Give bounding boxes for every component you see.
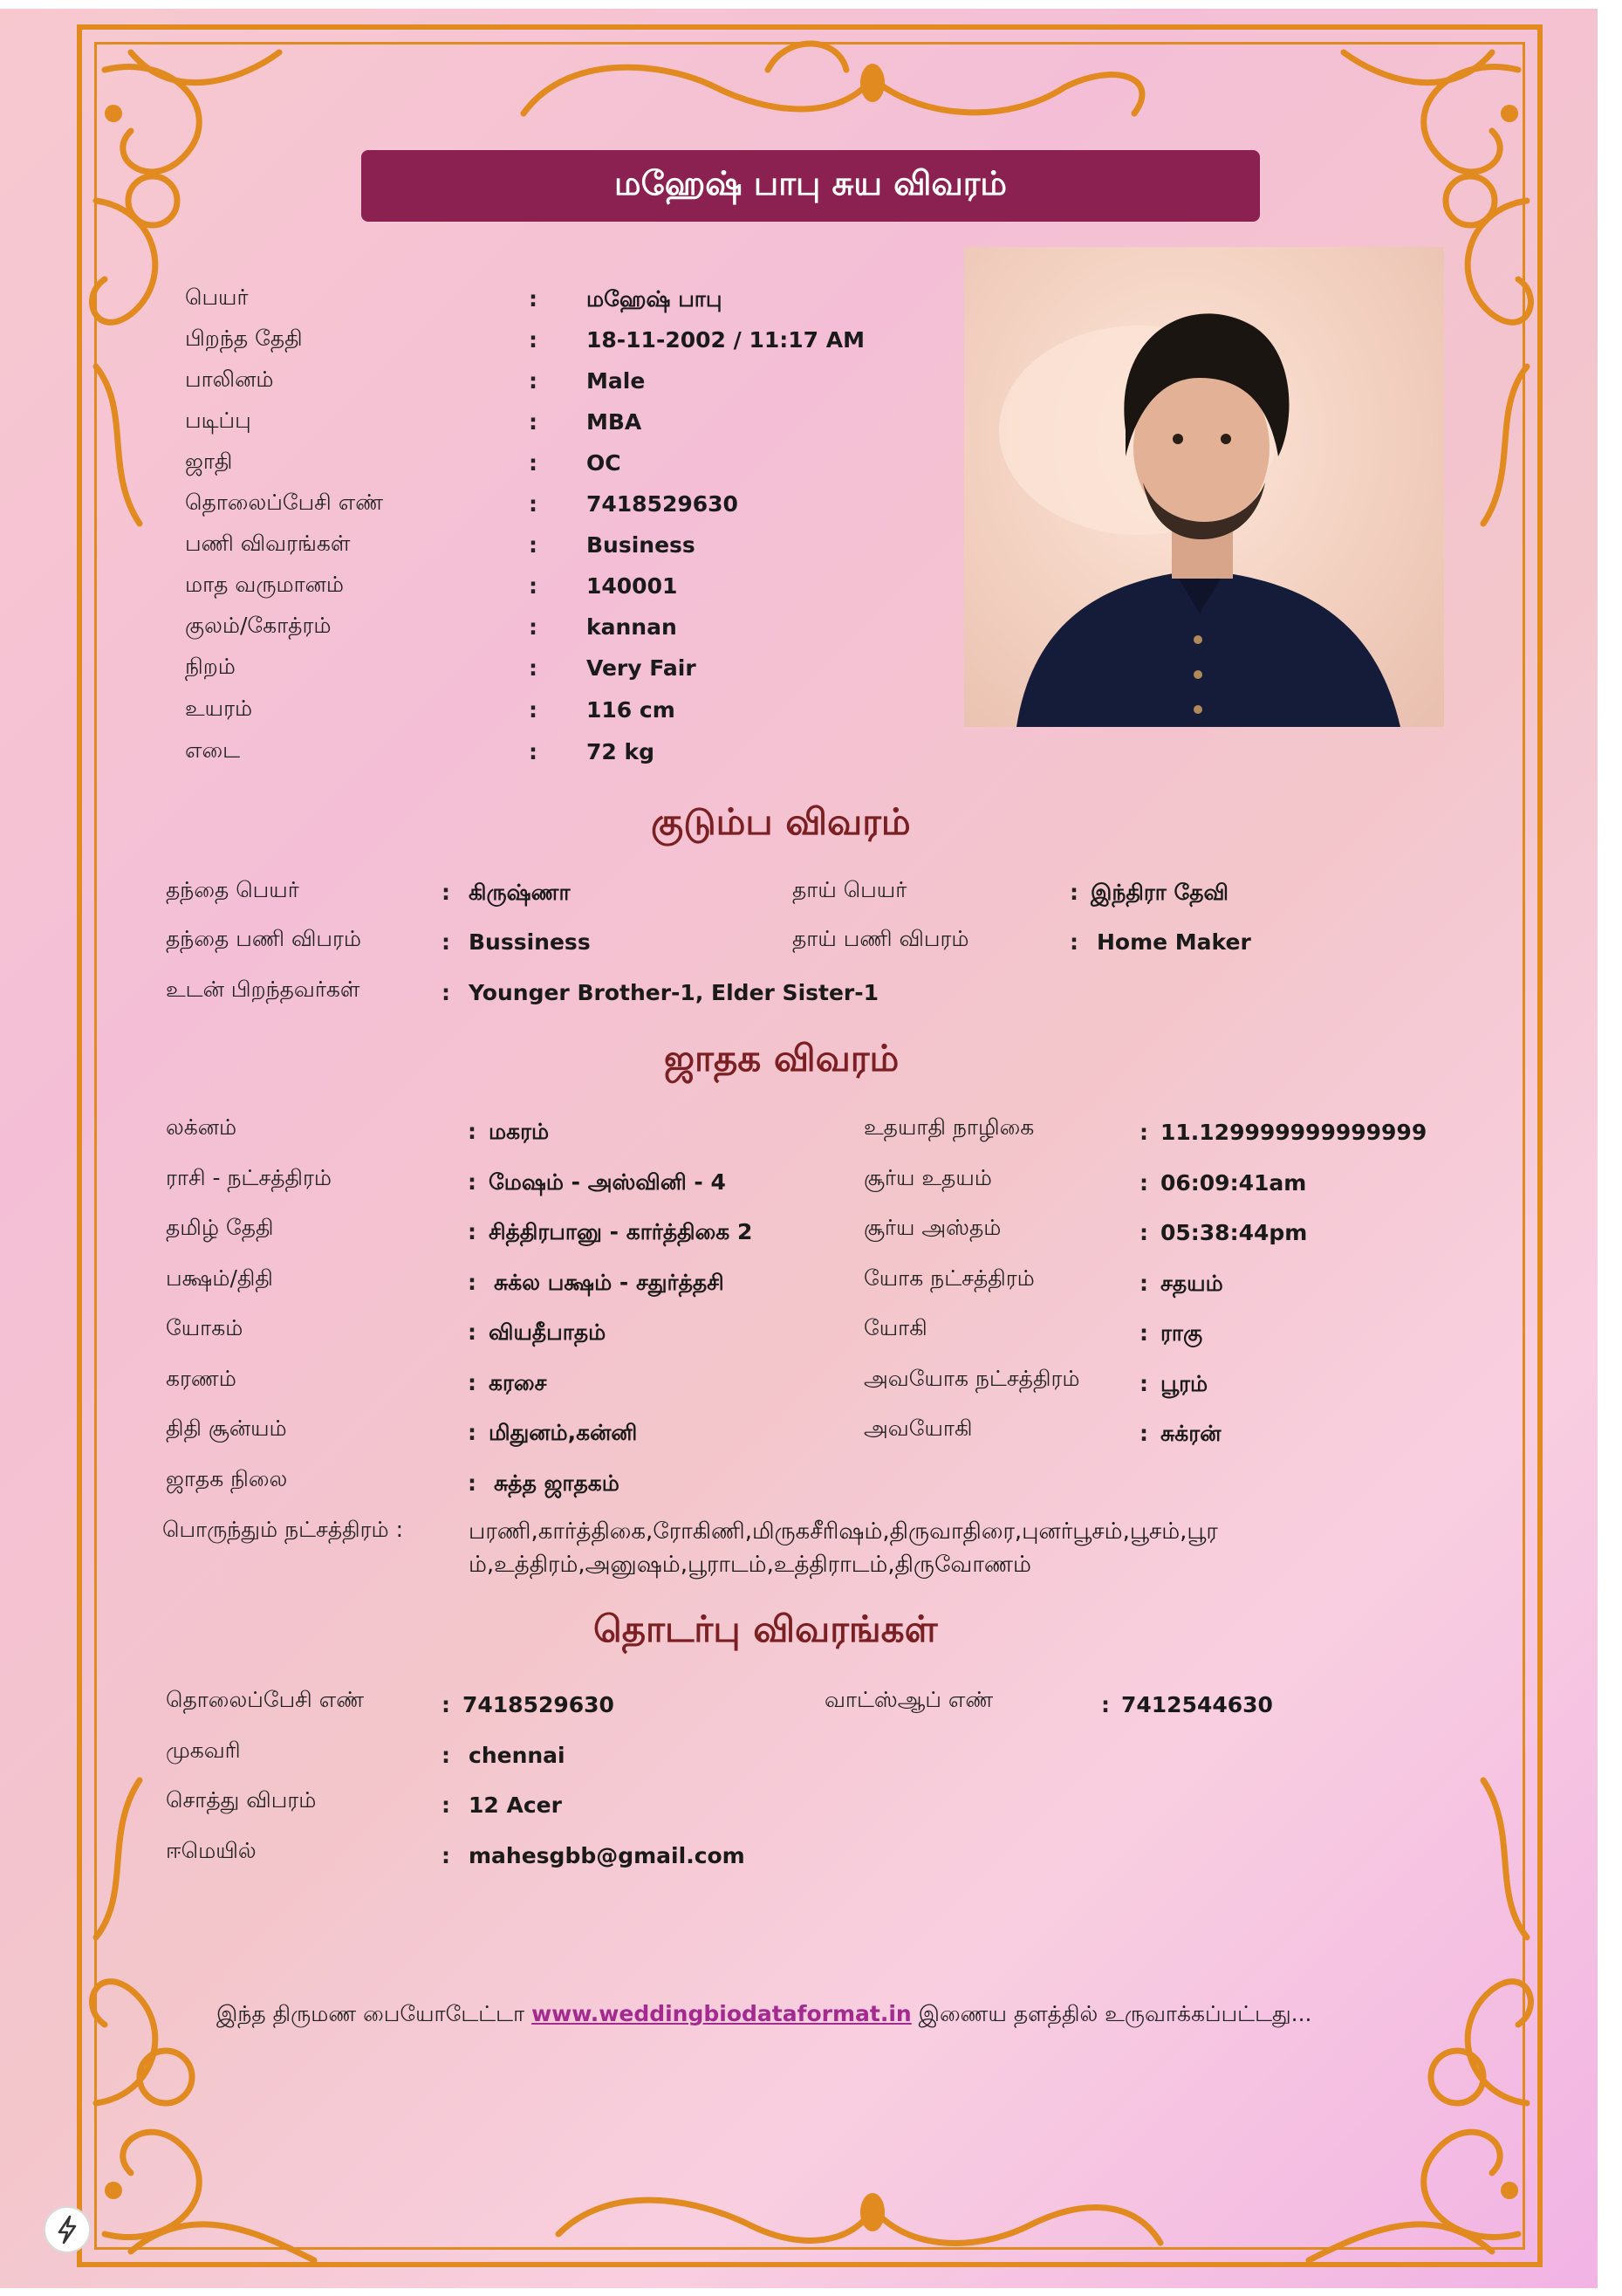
personal-value-education: MBA	[586, 409, 642, 435]
personal-value-height: 116 cm	[586, 697, 675, 723]
footer-credit	[216, 2001, 1312, 2030]
horoscope-colon: :	[468, 1370, 476, 1395]
family-heading: குடும்ப விவரம்	[651, 800, 911, 843]
siblings-label: உடன் பிறந்தவர்கள்	[166, 977, 360, 1002]
horoscope-label-rasi: ராசி - நட்சத்திரம்	[166, 1165, 332, 1190]
personal-label-income: மாத வருமானம்	[185, 572, 345, 597]
horoscope-value-yoga-star: சதயம்	[1160, 1271, 1223, 1296]
horoscope-label-yogam: யோகம்	[166, 1315, 243, 1340]
personal-colon: :	[529, 327, 537, 353]
personal-value-phone: 7418529630	[586, 491, 738, 517]
mother-name-value: இந்திரா தேவி	[1091, 880, 1228, 905]
contact-colon: :	[441, 1792, 450, 1818]
bolt-button[interactable]	[44, 2206, 91, 2253]
father-job-label: தந்தை பணி விபரம்	[166, 926, 362, 951]
horoscope-label-udhayadhi: உதயாதி நாழிகை	[864, 1114, 1035, 1140]
father-job-value: Bussiness	[469, 929, 591, 955]
horoscope-value-yogi: ராகு	[1160, 1320, 1203, 1346]
contact-colon: :	[441, 1692, 450, 1717]
contact-assets-value: 12 Acer	[469, 1792, 562, 1818]
personal-label-gothram: குலம்/கோத்ரம்	[185, 613, 332, 638]
personal-colon: :	[529, 286, 537, 312]
matching-stars-line-2: ம்,உத்திரம்,அனுஷம்,பூராடம்,உத்திராடம்,திருவோணம்	[469, 1552, 1031, 1578]
contact-assets-label: சொத்து விபரம்	[166, 1787, 317, 1813]
horoscope-value-jathaga-nilai: சுத்த ஜாதகம்	[494, 1470, 619, 1496]
horoscope-value-karanam: கரசை	[489, 1370, 547, 1395]
family-colon: :	[441, 980, 450, 1005]
horoscope-colon: :	[468, 1270, 476, 1295]
horoscope-colon: :	[468, 1319, 476, 1345]
personal-value-complexion: Very Fair	[586, 655, 696, 681]
mother-name-label: தாய் பெயர்	[792, 877, 907, 902]
personal-value-weight: 72 kg	[586, 739, 655, 764]
horoscope-value-udhayadhi: 11.129999999999999	[1160, 1120, 1427, 1145]
personal-label-name: பெயர்	[185, 284, 249, 310]
horoscope-label-yogi: யோகி	[864, 1315, 927, 1340]
horoscope-value-avayoga-star: பூரம்	[1160, 1371, 1208, 1396]
horoscope-colon: :	[1140, 1371, 1148, 1396]
personal-label-caste: ஜாதி	[185, 449, 233, 474]
horoscope-label-paksham: பக்ஷம்/திதி	[166, 1265, 273, 1291]
horoscope-colon: :	[468, 1470, 476, 1496]
personal-value-gender: Male	[586, 368, 646, 394]
contact-heading: தொடர்பு விவரங்கள்	[593, 1607, 938, 1650]
horoscope-value-sunset: 05:38:44pm	[1160, 1220, 1308, 1245]
horoscope-label-avayogi: அவயோகி	[864, 1415, 973, 1441]
personal-colon: :	[529, 697, 537, 723]
contact-address-value: chennai	[469, 1743, 565, 1768]
contact-address-label: முகவரி	[166, 1737, 241, 1763]
horoscope-label-jathaga-nilai: ஜாதக நிலை	[166, 1466, 288, 1491]
personal-label-gender: பாலினம்	[185, 367, 274, 392]
contact-email-value: mahesgbb@gmail.com	[469, 1843, 745, 1868]
horoscope-heading: ஜாதக விவரம்	[664, 1037, 900, 1079]
contact-colon: :	[441, 1743, 450, 1768]
horoscope-colon: :	[1140, 1170, 1148, 1196]
personal-label-phone: தொலைப்பேசி எண்	[185, 490, 384, 515]
contact-email-label: ஈமெயில்	[166, 1838, 257, 1863]
personal-label-complexion: நிறம்	[185, 654, 236, 679]
horoscope-colon: :	[1140, 1421, 1148, 1446]
horoscope-value-lagnam: மகரம்	[489, 1119, 550, 1144]
personal-label-weight: எடை	[185, 737, 241, 763]
contact-colon: :	[441, 1843, 450, 1868]
horoscope-label-avayoga-star: அவயோக நட்சத்திரம்	[864, 1366, 1080, 1391]
horoscope-colon: :	[1140, 1220, 1148, 1245]
siblings-value: Younger Brother-1, Elder Sister-1	[469, 980, 879, 1005]
personal-colon: :	[529, 450, 537, 476]
father-name-value: கிருஷ்ணா	[469, 880, 571, 905]
footer-suffix: இணைய தளத்தில் உருவாக்கப்பட்டது...	[918, 2001, 1312, 2026]
horoscope-colon: :	[1140, 1271, 1148, 1296]
personal-colon: :	[529, 573, 537, 599]
horoscope-value-thithi-soonyam: மிதுனம்,கன்னி	[489, 1420, 638, 1445]
contact-whatsapp-value: 7412544630	[1121, 1692, 1273, 1717]
personal-value-caste: OC	[586, 450, 621, 476]
horoscope-colon: :	[468, 1169, 476, 1195]
matching-stars-label: பொருந்தும் நட்சத்திரம் :	[162, 1517, 404, 1542]
horoscope-value-rasi: மேஷம் - அஸ்வினி - 4	[489, 1169, 726, 1195]
family-colon: :	[441, 929, 450, 955]
family-colon: :	[441, 880, 450, 905]
family-colon: :	[1070, 929, 1078, 955]
horoscope-label-yoga-star: யோக நட்சத்திரம்	[864, 1265, 1035, 1291]
contact-colon: :	[1101, 1692, 1110, 1717]
profile-portrait-illustration	[964, 247, 1444, 727]
horoscope-colon: :	[1140, 1120, 1148, 1145]
personal-colon: :	[529, 655, 537, 681]
personal-label-height: உயரம்	[185, 696, 253, 721]
profile-photo	[964, 247, 1444, 727]
personal-colon: :	[529, 614, 537, 640]
personal-label-education: படிப்பு	[185, 408, 251, 433]
horoscope-value-paksham: சுக்ல பக்ஷம் - சதுர்த்தசி	[494, 1270, 724, 1295]
footer-prefix: இந்த திருமண பையோடேட்டா	[216, 2001, 525, 2026]
contact-phone-value: 7418529630	[462, 1692, 614, 1717]
mother-job-label: தாய் பணி விபரம்	[792, 926, 969, 951]
footer-website-link[interactable]: www.weddingbiodataformat.in	[531, 2001, 912, 2026]
horoscope-colon: :	[468, 1219, 476, 1244]
title-banner	[361, 150, 1260, 222]
horoscope-label-tamil-date: தமிழ் தேதி	[166, 1215, 274, 1240]
personal-label-dob: பிறந்த தேதி	[185, 326, 303, 351]
family-colon: :	[1070, 880, 1078, 905]
contact-phone-label: தொலைப்பேசி எண்	[166, 1687, 365, 1712]
personal-colon: :	[529, 532, 537, 558]
personal-value-dob: 18-11-2002 / 11:17 AM	[586, 327, 865, 353]
personal-value-income: 140001	[586, 573, 678, 599]
page-title: மஹேஷ் பாபு சுய விவரம்	[614, 164, 1007, 202]
personal-colon: :	[529, 739, 537, 764]
horoscope-label-sunset: சூர்ய அஸ்தம்	[864, 1215, 1002, 1240]
horoscope-value-sunrise: 06:09:41am	[1160, 1170, 1307, 1196]
personal-value-name: மஹேஷ் பாபு	[586, 286, 722, 312]
horoscope-value-yogam: வியதீபாதம்	[489, 1319, 606, 1345]
horoscope-label-thithi-soonyam: திதி சூன்யம்	[166, 1415, 287, 1441]
horoscope-colon: :	[1140, 1320, 1148, 1346]
personal-label-occupation: பணி விவரங்கள்	[185, 531, 351, 556]
mother-job-value: Home Maker	[1097, 929, 1251, 955]
horoscope-label-karanam: கரணம்	[166, 1366, 236, 1391]
father-name-label: தந்தை பெயர்	[166, 877, 299, 902]
matching-stars-line-1: பரணி,கார்த்திகை,ரோகிணி,மிருகசீரிஷம்,திருவாதிரை,புனர்பூசம்,பூசம்,பூர	[469, 1518, 1218, 1545]
horoscope-label-lagnam: லக்னம்	[166, 1114, 237, 1140]
personal-colon: :	[529, 409, 537, 435]
horoscope-colon: :	[468, 1420, 476, 1445]
personal-colon: :	[529, 491, 537, 517]
personal-colon: :	[529, 368, 537, 394]
horoscope-label-sunrise: சூர்ய உதயம்	[864, 1165, 992, 1190]
lightning-bolt-icon	[45, 2208, 89, 2251]
horoscope-value-tamil-date: சித்திரபானு - கார்த்திகை 2	[489, 1219, 753, 1244]
personal-value-gothram: kannan	[586, 614, 677, 640]
horoscope-value-avayogi: சுக்ரன்	[1160, 1421, 1222, 1446]
contact-whatsapp-label: வாட்ஸ்ஆப் எண்	[825, 1687, 994, 1712]
personal-value-occupation: Business	[586, 532, 695, 558]
horoscope-colon: :	[468, 1119, 476, 1144]
